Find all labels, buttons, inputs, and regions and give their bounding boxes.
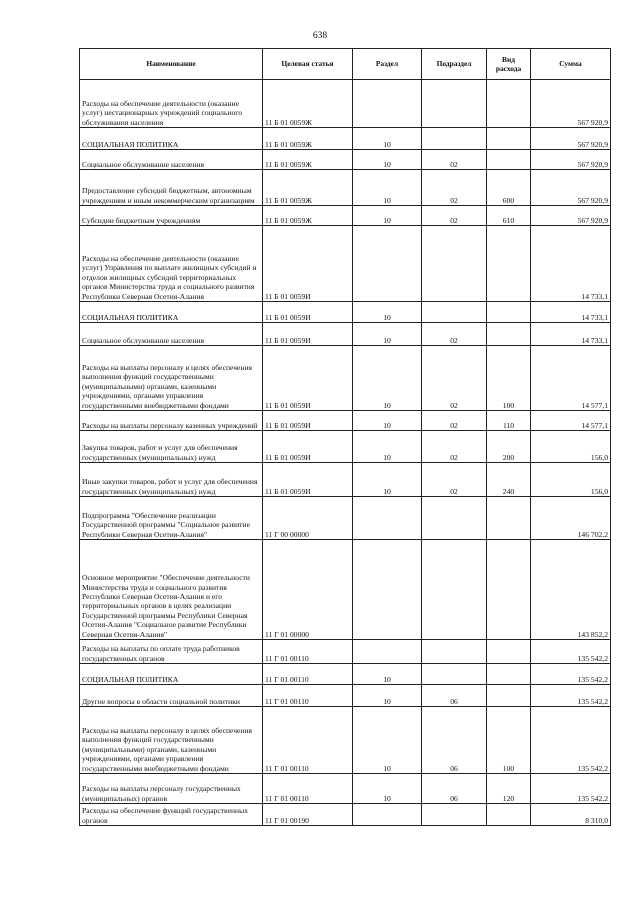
table-row: [80, 150, 611, 170]
row-sum: 135 542,2: [531, 685, 611, 707]
row-sum: 567 920,9: [531, 80, 611, 128]
row-target: 11 Б 01 0059И: [263, 226, 353, 302]
table-row: [80, 804, 611, 826]
column-header-name: Наименование: [80, 49, 263, 80]
row-section: 10: [353, 206, 422, 226]
row-subsection: [422, 497, 487, 540]
row-name: Социальное обслуживание населения: [80, 150, 263, 170]
row-name: Расходы на выплаты персоналу казенных учреждений: [80, 411, 263, 431]
row-name: Другие вопросы в области социальной политики: [80, 685, 263, 707]
row-sum: 567 920,9: [531, 150, 611, 170]
row-sum: 156,0: [531, 463, 611, 497]
row-subsection: 06: [422, 774, 487, 804]
row-type: 240: [487, 463, 531, 497]
row-target: 11 Б 01 0059Ж: [263, 80, 353, 128]
column-header-subsection: Подраздел: [422, 49, 487, 80]
row-target: 11 Б 01 0059И: [263, 431, 353, 463]
row-subsection: [422, 128, 487, 150]
table-row: [80, 497, 611, 540]
row-section: 10: [353, 463, 422, 497]
table-row: [80, 664, 611, 685]
row-subsection: [422, 640, 487, 664]
table-row: [80, 411, 611, 431]
row-subsection: [422, 804, 487, 826]
budget-table: [79, 48, 611, 826]
row-subsection: 02: [422, 431, 487, 463]
row-sum: 135 542,2: [531, 707, 611, 774]
row-name: СОЦИАЛЬНАЯ ПОЛИТИКА: [80, 128, 263, 150]
row-target: 11 Б 01 0059И: [263, 463, 353, 497]
row-section: 10: [353, 664, 422, 685]
table-row: [80, 226, 611, 302]
row-type: 610: [487, 206, 531, 226]
row-subsection: 06: [422, 707, 487, 774]
table-row: [80, 170, 611, 206]
row-target: 11 Г 01 00190: [263, 804, 353, 826]
row-subsection: 02: [422, 411, 487, 431]
row-type: [487, 540, 531, 640]
row-sum: 135 542,2: [531, 774, 611, 804]
table-row: [80, 540, 611, 640]
column-header-target: Целевая статья: [263, 49, 353, 80]
row-name: Расходы на выплаты по оплате труда работников государственных органов: [80, 640, 263, 664]
row-target: 11 Б 01 0059И: [263, 346, 353, 411]
row-section: 10: [353, 128, 422, 150]
row-name: СОЦИАЛЬНАЯ ПОЛИТИКА: [80, 302, 263, 323]
table-row: [80, 685, 611, 707]
row-target: 11 Б 01 0059Ж: [263, 170, 353, 206]
row-target: 11 Б 01 0059Ж: [263, 128, 353, 150]
row-section: 10: [353, 346, 422, 411]
row-subsection: [422, 80, 487, 128]
table-row: [80, 431, 611, 463]
row-target: 11 Б 01 0059И: [263, 323, 353, 346]
row-type: 600: [487, 170, 531, 206]
row-subsection: [422, 664, 487, 685]
row-type: [487, 128, 531, 150]
row-subsection: 06: [422, 685, 487, 707]
row-name: Социальное обслуживание населения: [80, 323, 263, 346]
row-subsection: 02: [422, 463, 487, 497]
row-type: [487, 150, 531, 170]
row-target: 11 Б 01 0059Ж: [263, 150, 353, 170]
row-name: Расходы на обеспечение функций государственных органов: [80, 804, 263, 826]
row-name: Расходы на обеспечение деятельности (оказание услуг) нестационарных учреждений социального обслуживания населения: [80, 80, 263, 128]
row-name: СОЦИАЛЬНАЯ ПОЛИТИКА: [80, 664, 263, 685]
row-target: 11 Г 01 00110: [263, 774, 353, 804]
row-type: [487, 804, 531, 826]
row-target: 11 Г 01 00000: [263, 540, 353, 640]
row-type: 110: [487, 411, 531, 431]
row-name: Расходы на выплаты персоналу государственных (муниципальных) органов: [80, 774, 263, 804]
column-header-section: Раздел: [353, 49, 422, 80]
row-section: [353, 640, 422, 664]
row-section: 10: [353, 707, 422, 774]
row-sum: 14 577,1: [531, 346, 611, 411]
row-type: [487, 323, 531, 346]
row-subsection: 02: [422, 323, 487, 346]
row-sum: 135 542,2: [531, 664, 611, 685]
row-subsection: [422, 226, 487, 302]
row-name: Расходы на выплаты персоналу в целях обеспечения выполнения функций государственными (муниципальными) органами, казенными учреждениями, органами управления государственными внебюджетными фондами: [80, 346, 263, 411]
row-target: 11 Б 01 0059Ж: [263, 206, 353, 226]
row-name: Предоставление субсидий бюджетным, автономным учреждениям и иным некоммерческим организациям: [80, 170, 263, 206]
row-section: [353, 540, 422, 640]
table-row: [80, 640, 611, 664]
row-sum: 567 920,9: [531, 128, 611, 150]
row-target: 11 Г 01 00110: [263, 640, 353, 664]
row-type: 100: [487, 346, 531, 411]
row-target: 11 Б 01 0059И: [263, 302, 353, 323]
row-target: 11 Г 01 00110: [263, 664, 353, 685]
row-section: [353, 226, 422, 302]
table-row: [80, 463, 611, 497]
row-type: [487, 80, 531, 128]
row-type: 100: [487, 707, 531, 774]
row-type: [487, 302, 531, 323]
row-name: Иные закупки товаров, работ и услуг для обеспечения государственных (муниципальных) нужд: [80, 463, 263, 497]
row-name: Субсидии бюджетным учреждениям: [80, 206, 263, 226]
row-type: 120: [487, 774, 531, 804]
row-target: 11 Г 00 00000: [263, 497, 353, 540]
row-subsection: 02: [422, 150, 487, 170]
table-row: [80, 206, 611, 226]
row-section: 10: [353, 774, 422, 804]
row-sum: 14 733,1: [531, 226, 611, 302]
table-row: [80, 80, 611, 128]
row-section: 10: [353, 685, 422, 707]
row-type: [487, 664, 531, 685]
table-row: [80, 346, 611, 411]
row-section: 10: [353, 302, 422, 323]
row-type: 200: [487, 431, 531, 463]
row-type: [487, 226, 531, 302]
row-sum: 146 702,2: [531, 497, 611, 540]
row-name: Закупка товаров, работ и услуг для обеспечения государственных (муниципальных) нужд: [80, 431, 263, 463]
table-row: [80, 774, 611, 804]
row-section: [353, 497, 422, 540]
row-type: [487, 497, 531, 540]
row-section: 10: [353, 170, 422, 206]
row-sum: 14 733,1: [531, 302, 611, 323]
table-row: [80, 323, 611, 346]
row-sum: 135 542,2: [531, 640, 611, 664]
row-section: [353, 80, 422, 128]
row-sum: 143 852,2: [531, 540, 611, 640]
row-target: 11 Б 01 0059И: [263, 411, 353, 431]
row-sum: 14 733,1: [531, 323, 611, 346]
row-subsection: 02: [422, 346, 487, 411]
row-section: 10: [353, 150, 422, 170]
row-section: 10: [353, 431, 422, 463]
column-header-type: Вид расхода: [487, 49, 531, 80]
row-sum: 156,0: [531, 431, 611, 463]
table-row: [80, 128, 611, 150]
row-sum: 14 577,1: [531, 411, 611, 431]
row-section: 10: [353, 323, 422, 346]
row-type: [487, 640, 531, 664]
row-section: [353, 804, 422, 826]
column-header-sum: Сумма: [531, 49, 611, 80]
row-name: Подпрограмма "Обеспечение реализации Государственной программы "Социальное развитие Республики Северная Осетия-Алания": [80, 497, 263, 540]
row-target: 11 Г 01 00110: [263, 707, 353, 774]
page-number: 638: [312, 31, 328, 41]
row-subsection: 02: [422, 206, 487, 226]
row-name: Расходы на обеспечение деятельности (оказание услуг) Управления по выплате жилищных субсидий и отделов жилищных субсидий территориальных органов Министерства труда и социального развития Республики Северная Осетия-Алания: [80, 226, 263, 302]
row-subsection: 02: [422, 170, 487, 206]
row-name: Основное мероприятие "Обеспечение деятельности Министерства труда и социального развития Республики Северная Осетия-Алания и его территориальных органов в целях реализации Государственной программы Республики Северная Осетия-Алания "Социальное развитие Республики Северная Осетия-Алания": [80, 540, 263, 640]
row-sum: 8 310,0: [531, 804, 611, 826]
table-header-row: [80, 49, 611, 80]
row-sum: 567 920,9: [531, 170, 611, 206]
row-type: [487, 685, 531, 707]
row-section: 10: [353, 411, 422, 431]
row-subsection: [422, 302, 487, 323]
table-row: [80, 302, 611, 323]
row-subsection: [422, 540, 487, 640]
row-target: 11 Г 01 00110: [263, 685, 353, 707]
row-name: Расходы на выплаты персоналу в целях обеспечения выполнения функций государственными (муниципальными) органами, казенными учреждениями, органами управления государственными внебюджетными фондами: [80, 707, 263, 774]
row-sum: 567 920,9: [531, 206, 611, 226]
table-row: [80, 707, 611, 774]
